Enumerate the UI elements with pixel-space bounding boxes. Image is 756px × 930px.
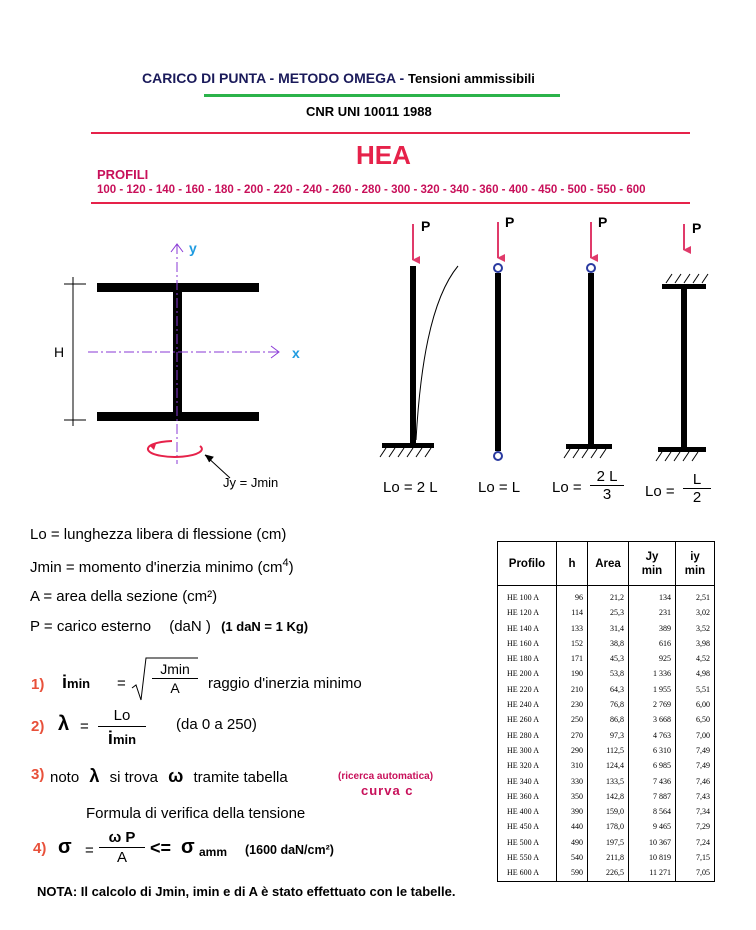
table-cell: HE 100 A xyxy=(498,586,557,606)
table-cell: HE 140 A xyxy=(498,621,557,636)
length-fraction-3 xyxy=(590,468,624,503)
step-3-text xyxy=(50,766,288,787)
table-cell: 10 367 xyxy=(629,835,676,850)
table-cell: 133,5 xyxy=(588,774,629,789)
table-cell: 7,29 xyxy=(676,819,715,834)
step-4-fraction xyxy=(99,829,145,868)
table-row xyxy=(498,758,715,773)
step-2-equals: = xyxy=(80,718,89,735)
table-cell: 4,98 xyxy=(676,666,715,681)
table-cell: HE 340 A xyxy=(498,774,557,789)
step-1-symbol xyxy=(62,672,90,693)
table-cell: 3 668 xyxy=(629,712,676,727)
step-3-noto: noto xyxy=(50,769,80,786)
table-cell: 76,8 xyxy=(588,697,629,712)
definition-area: A = area della sezione (cm²) xyxy=(30,588,218,605)
fraction-numerator: Jmin xyxy=(152,661,198,679)
load-label-2: P xyxy=(505,214,515,230)
table-row xyxy=(498,789,715,804)
header-iy: iy min xyxy=(676,542,715,586)
definition-load xyxy=(30,618,308,635)
table-cell: 4,52 xyxy=(676,651,715,666)
fraction-denominator xyxy=(98,727,146,751)
section-type-title: HEA xyxy=(356,140,411,170)
table-cell: HE 160 A xyxy=(498,636,557,651)
curve-label: curva c xyxy=(361,783,414,798)
x-axis xyxy=(88,346,279,358)
table-cell: 38,8 xyxy=(588,636,629,651)
table-cell: HE 550 A xyxy=(498,850,557,865)
step-1-equals: = xyxy=(117,675,126,692)
table-cell: 142,8 xyxy=(588,789,629,804)
length-fraction-4 xyxy=(683,471,711,506)
header-area: Area xyxy=(588,542,629,586)
step-1-number: 1) xyxy=(31,676,45,693)
table-cell: 134 xyxy=(629,586,676,606)
table-cell: 211,8 xyxy=(588,850,629,865)
table-cell: 7 887 xyxy=(629,789,676,804)
formula-title: Formula di verifica della tensione xyxy=(86,805,306,822)
height-label: H xyxy=(54,344,65,360)
table-row xyxy=(498,743,715,758)
sigma-symbol: σ xyxy=(58,836,72,858)
table-cell: HE 220 A xyxy=(498,682,557,697)
table-cell: HE 200 A xyxy=(498,666,557,681)
table-cell: HE 180 A xyxy=(498,651,557,666)
table-cell: 7,49 xyxy=(676,743,715,758)
table-cell: 390 xyxy=(557,804,588,819)
fraction-numerator: Lo xyxy=(98,706,146,727)
table-cell: 590 xyxy=(557,865,588,881)
height-dimension xyxy=(64,277,86,426)
column-2-pinned-pinned xyxy=(494,222,502,460)
table-cell: 1 955 xyxy=(629,682,676,697)
note-text: NOTA: Il calcolo di Jmin, imin e di A è stato effettuato con le tabelle. xyxy=(37,884,456,899)
table-row xyxy=(498,774,715,789)
table-cell: HE 400 A xyxy=(498,804,557,819)
definition-jmin xyxy=(30,557,294,576)
profiles-list: 100 - 120 - 140 - 160 - 180 - 200 - 220 - 240 - 260 - 280 - 300 - 320 - 340 - 360 - 400 - 450 - 500 - 550 - 600 xyxy=(97,184,646,196)
step-1-fraction xyxy=(152,661,198,697)
table-cell: 9 465 xyxy=(629,819,676,834)
fraction-denominator: 2 xyxy=(692,489,702,506)
omega-symbol: ω xyxy=(168,766,184,786)
title-subtitle: Tensioni ammissibili xyxy=(408,71,535,86)
table-cell: 2,51 xyxy=(676,586,715,606)
table-cell: 133 xyxy=(557,621,588,636)
step-2-description: (da 0 a 250) xyxy=(176,716,257,733)
table-cell: 7 436 xyxy=(629,774,676,789)
table-cell: 4 763 xyxy=(629,728,676,743)
fraction-numerator: L xyxy=(683,471,711,489)
table-cell: 616 xyxy=(629,636,676,651)
definition-load-text: P = carico esterno xyxy=(30,618,152,635)
table-row xyxy=(498,621,715,636)
table-cell: 210 xyxy=(557,682,588,697)
table-cell: 330 xyxy=(557,774,588,789)
table-cell: HE 320 A xyxy=(498,758,557,773)
table-cell: 270 xyxy=(557,728,588,743)
header-profilo: Profilo xyxy=(498,542,557,586)
step-3-number: 3) xyxy=(31,766,45,783)
table-cell: 6,50 xyxy=(676,712,715,727)
step-2-number: 2) xyxy=(31,718,45,735)
length-label-1: Lo = 2 L xyxy=(383,479,438,496)
table-cell: 7,49 xyxy=(676,758,715,773)
table-row xyxy=(498,697,715,712)
table-cell: 152 xyxy=(557,636,588,651)
table-cell: 7,00 xyxy=(676,728,715,743)
table-cell: HE 450 A xyxy=(498,819,557,834)
table-cell: 7,15 xyxy=(676,850,715,865)
rotation-arrow-icon xyxy=(148,441,202,457)
table-cell: HE 360 A xyxy=(498,789,557,804)
table-cell: 7,05 xyxy=(676,865,715,881)
table-header-row xyxy=(498,542,715,586)
fraction-denominator: A xyxy=(170,680,180,696)
load-label-4: P xyxy=(692,220,702,236)
profiles-label: PROFILI xyxy=(97,167,149,182)
table-cell: 310 xyxy=(557,758,588,773)
less-equal-sign: <= xyxy=(150,838,172,858)
allowable-stress-value: (1600 daN/cm²) xyxy=(245,843,334,857)
table-cell: 45,3 xyxy=(588,651,629,666)
table-row xyxy=(498,850,715,865)
load-label-1: P xyxy=(421,218,431,234)
header-jy: Jy min xyxy=(629,542,676,586)
y-axis-label: y xyxy=(189,240,197,256)
table-cell: 250 xyxy=(557,712,588,727)
table-cell: 159,0 xyxy=(588,804,629,819)
table-cell: 3,98 xyxy=(676,636,715,651)
table-cell: HE 600 A xyxy=(498,865,557,881)
table-cell: 53,8 xyxy=(588,666,629,681)
automatic-search-note: (ricerca automatica) xyxy=(338,771,434,782)
table-cell: 97,3 xyxy=(588,728,629,743)
table-row xyxy=(498,682,715,697)
table-row xyxy=(498,636,715,651)
table-cell: 7,24 xyxy=(676,835,715,850)
table-cell: 96 xyxy=(557,586,588,606)
table-cell: 3,52 xyxy=(676,621,715,636)
imin-subscript: min xyxy=(112,732,137,747)
table-cell: 2 769 xyxy=(629,697,676,712)
table-cell: 10 819 xyxy=(629,850,676,865)
table-cell: 290 xyxy=(557,743,588,758)
fraction-denominator: A xyxy=(116,849,127,866)
table-cell: 197,5 xyxy=(588,835,629,850)
table-cell: HE 300 A xyxy=(498,743,557,758)
table-row xyxy=(498,835,715,850)
imin-subscript: min xyxy=(67,676,91,691)
table-row xyxy=(498,666,715,681)
table-cell: 3,02 xyxy=(676,605,715,620)
table-cell: HE 260 A xyxy=(498,712,557,727)
table-row xyxy=(498,865,715,881)
fraction-denominator: 3 xyxy=(602,486,612,503)
step-1-description: raggio d'inerzia minimo xyxy=(208,675,362,692)
fraction-numerator: ω P xyxy=(99,829,145,848)
table-cell: 124,4 xyxy=(588,758,629,773)
table-cell: 231 xyxy=(629,605,676,620)
imin-symbol: i xyxy=(62,672,68,692)
table-cell: 490 xyxy=(557,835,588,850)
table-cell: 21,2 xyxy=(588,586,629,606)
table-cell: 171 xyxy=(557,651,588,666)
load-label-3: P xyxy=(598,214,608,230)
length-label-4-prefix: Lo = xyxy=(645,483,675,500)
table-cell: 11 271 xyxy=(629,865,676,881)
table-cell: 114 xyxy=(557,605,588,620)
table-row xyxy=(498,804,715,819)
table-row xyxy=(498,586,715,606)
step-4-equals: = xyxy=(85,842,94,859)
table-cell: HE 280 A xyxy=(498,728,557,743)
table-row xyxy=(498,819,715,834)
sigma-amm-symbol: σ xyxy=(181,836,195,858)
table-cell: HE 120 A xyxy=(498,605,557,620)
lambda-symbol: λ xyxy=(89,766,100,786)
column-4-fixed-fixed xyxy=(656,224,708,461)
table-row xyxy=(498,728,715,743)
column-1-fixed-free xyxy=(380,224,458,457)
table-row xyxy=(498,712,715,727)
column-3-fixed-pinned xyxy=(564,222,612,458)
table-cell: 31,4 xyxy=(588,621,629,636)
table-cell: 6 985 xyxy=(629,758,676,773)
table-row xyxy=(498,651,715,666)
table-cell: 389 xyxy=(629,621,676,636)
table-cell: 8 564 xyxy=(629,804,676,819)
table-cell: 7,43 xyxy=(676,789,715,804)
table-cell: 226,5 xyxy=(588,865,629,881)
table-cell: 190 xyxy=(557,666,588,681)
table-cell: 1 336 xyxy=(629,666,676,681)
inertia-label: Jy = Jmin xyxy=(223,475,279,490)
standard-label: CNR UNI 10011 1988 xyxy=(306,104,432,119)
lambda-symbol: λ xyxy=(58,713,70,735)
table-cell: 230 xyxy=(557,697,588,712)
definition-load-unit: (daN ) xyxy=(169,618,211,635)
table-cell: HE 240 A xyxy=(498,697,557,712)
table-cell: 7,34 xyxy=(676,804,715,819)
step-3-tabella: tramite tabella xyxy=(193,769,288,786)
table-cell: 64,3 xyxy=(588,682,629,697)
table-cell: 112,5 xyxy=(588,743,629,758)
definition-load-conversion: (1 daN = 1 Kg) xyxy=(221,619,309,634)
table-cell: 925 xyxy=(629,651,676,666)
header-h: h xyxy=(557,542,588,586)
table-row xyxy=(498,605,715,620)
table-cell: HE 500 A xyxy=(498,835,557,850)
table-cell: 178,0 xyxy=(588,819,629,834)
length-label-2: Lo = L xyxy=(478,479,521,496)
table-cell: 86,8 xyxy=(588,712,629,727)
step-4-number: 4) xyxy=(33,840,47,857)
amm-subscript: amm xyxy=(199,845,228,859)
definition-jmin-text: Jmin = momento d'inerzia minimo (cm xyxy=(30,559,283,576)
table-cell: 540 xyxy=(557,850,588,865)
x-axis-label: x xyxy=(292,345,300,361)
step-3-si-trova: si trova xyxy=(109,769,158,786)
step-2-fraction xyxy=(98,706,146,751)
length-label-3-prefix: Lo = xyxy=(552,479,582,496)
table-cell: 350 xyxy=(557,789,588,804)
table-cell: 7,46 xyxy=(676,774,715,789)
imin-symbol: i xyxy=(107,728,113,748)
definition-lo: Lo = lunghezza libera di flessione (cm) xyxy=(30,526,287,543)
table-cell: 5,51 xyxy=(676,682,715,697)
profile-table xyxy=(497,541,715,882)
table-cell: 25,3 xyxy=(588,605,629,620)
table-cell: 440 xyxy=(557,819,588,834)
table-cell: 6,00 xyxy=(676,697,715,712)
fraction-numerator: 2 L xyxy=(590,468,624,486)
page-title: CARICO DI PUNTA - METODO OMEGA - Tensioni ammissibili xyxy=(142,70,535,86)
definition-jmin-close: ) xyxy=(288,559,294,576)
definition-jmin-exp: 4 xyxy=(282,557,289,569)
table-cell: 6 310 xyxy=(629,743,676,758)
